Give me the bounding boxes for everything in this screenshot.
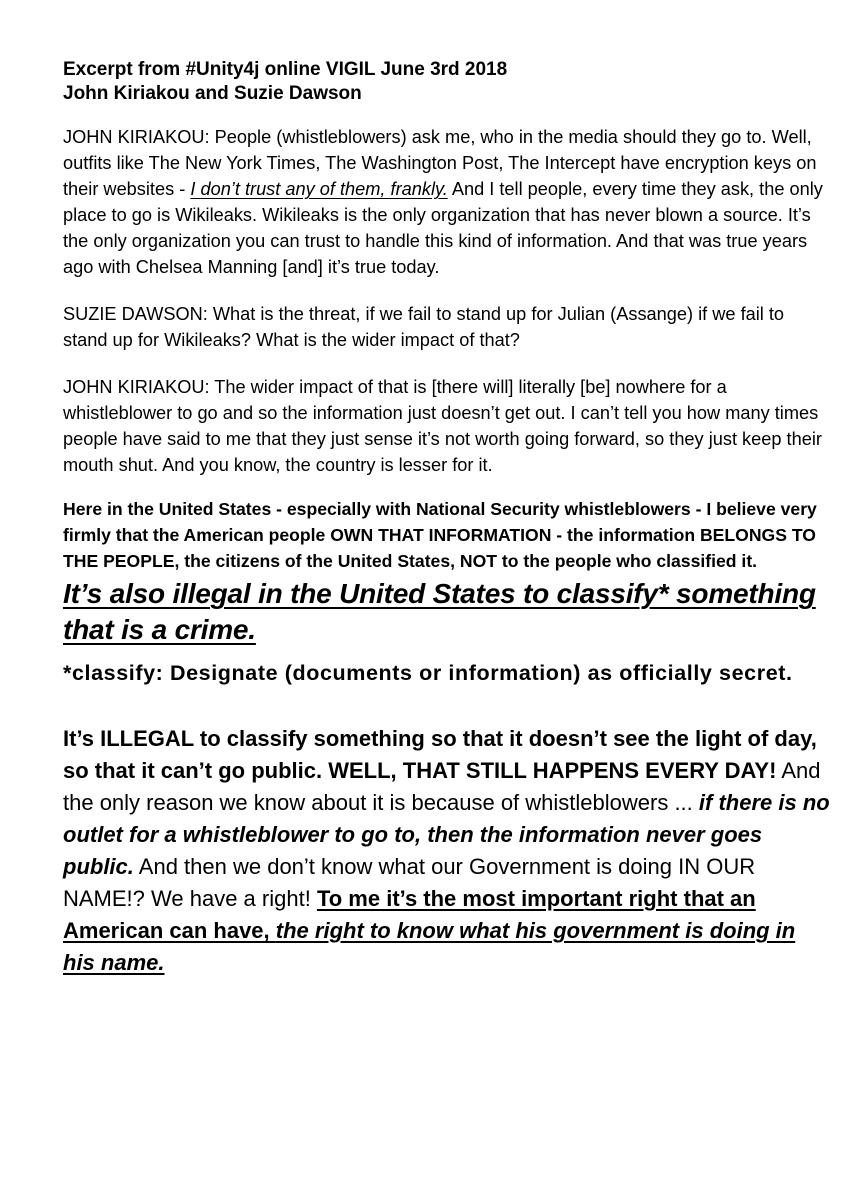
paragraph-1-text-c: And I tell people, every time they ask, the only place to go is Wikileaks. Wikileaks is the only organization that has never blown a source. It’s the only organization you can trust to handle this kind of information. And that was true years ago with Chelsea Manning [and] it’s true today. (63, 179, 823, 277)
final-text-a: It’s ILLEGAL to classify something so that it doesn’t see the light of day, so that it can’t go public. WELL, THAT STILL HAPPENS EVERY DAY! (63, 726, 817, 783)
final-text-b: And the only reason we know about it is because of whistleblowers ... (63, 758, 821, 815)
paragraph-1-text-a: JOHN KIRIAKOU: People (whistleblowers) ask me, who in the media should they go to. Well, outfits like The New York Times, The Washington Post, The Intercept have encryption keys on their websites - (63, 127, 817, 199)
paragraph-dawson-question: SUZIE DAWSON: What is the threat, if we fail to stand up for Julian (Assange) if we fail to stand up for Wikileaks? What is the wider impact of that? (63, 304, 785, 350)
paragraph-1-emphasis: I don’t trust any of them, frankly. (190, 179, 448, 199)
headline-illegal-to-classify: It’s also illegal in the United States to classify* something that is a crime. (63, 578, 816, 645)
final-text-f: the right to know what his government is doing in his name. (63, 918, 796, 975)
final-text-c: if there is no outlet for a whistleblower to go to, then the information never goes public. (63, 790, 830, 879)
title-line-1: Excerpt from #Unity4j online VIGIL June 3rd 2018 (63, 59, 508, 80)
paragraph-final (63, 723, 833, 979)
final-text-e: To me it’s the most important right that an American can have, (63, 886, 756, 943)
paragraph-kiriakou-2: JOHN KIRIAKOU: The wider impact of that is [there will] literally [be] nowhere for a whistleblower to go and so the information just doesn’t get out. I can’t tell you how many times people have said to me that they just sense it’s not worth going forward, so they just keep their mouth shut. And you know, the country is lesser for it. (63, 377, 822, 475)
paragraph-kiriakou-1 (63, 124, 833, 280)
document-page (63, 58, 833, 979)
classify-definition: *classify: Designate (documents or information) as officially secret. (63, 661, 793, 685)
paragraph-bold-statement: Here in the United States - especially with National Security whistleblowers - I believe very firmly that the American people OWN THAT INFORMATION - the information BELONGS TO THE PEOPLE, the citizens of the United States, NOT to the people who classified it. (63, 499, 817, 571)
document-title (63, 58, 833, 106)
title-line-2: John Kiriakou and Suzie Dawson (63, 83, 362, 104)
final-text-d: And then we don’t know what our Government is doing IN OUR NAME!? We have a right! (63, 854, 756, 911)
